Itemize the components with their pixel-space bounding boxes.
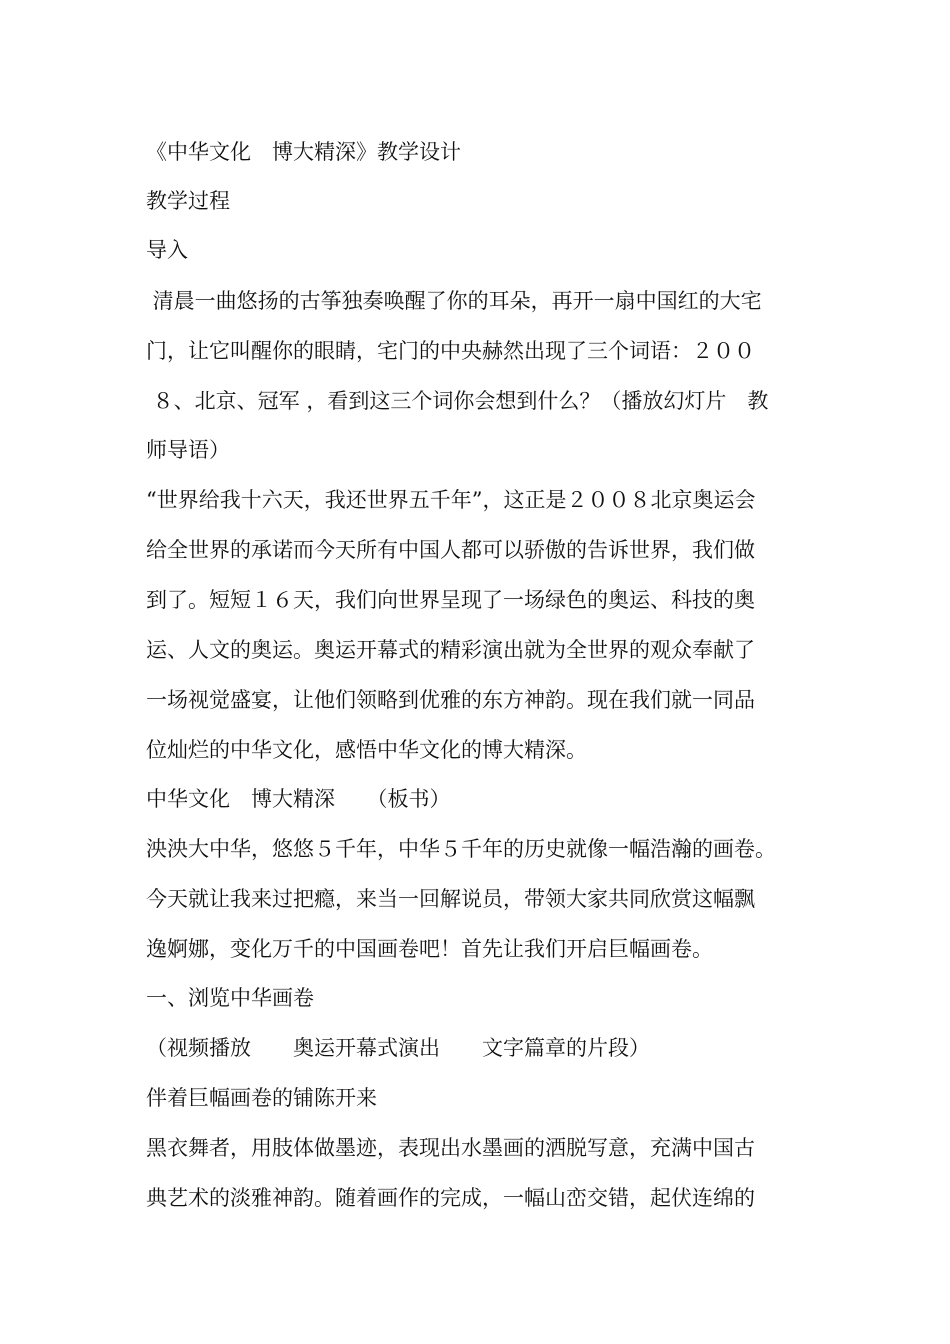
video-note: （视频播放 奥运开幕式演出 文字篇章的片段） <box>146 1036 650 1060</box>
paragraph-line: 伴着巨幅画卷的铺陈开来 <box>146 1086 377 1110</box>
paragraph-line: 师导语） <box>146 438 230 462</box>
paragraph-line: 位灿烂的中华文化，感悟中华文化的博大精深。 <box>146 738 587 762</box>
document-title: 《中华文化 博大精深》教学设计 <box>146 140 461 164</box>
paragraph-line: 黑衣舞者，用肢体做墨迹，表现出水墨画的洒脱写意，充满中国古 <box>146 1136 755 1160</box>
subsection-heading: 导入 <box>146 238 188 262</box>
paragraph-line: 今天就让我来过把瘾，来当一回解说员，带领大家共同欣赏这幅飘 <box>146 887 755 911</box>
paragraph-line: 逸婀娜，变化万千的中国画卷吧！首先让我们开启巨幅画卷。 <box>146 937 713 961</box>
paragraph-line: 门，让它叫醒你的眼睛，宅门的中央赫然出现了三个词语：２００ <box>146 339 755 363</box>
paragraph-line: ８、北京、冠军 ，看到这三个词你会想到什么？（播放幻灯片 教 <box>146 389 769 413</box>
paragraph-line: “世界给我十六天，我还世界五千年”，这正是２００８北京奥运会 <box>146 488 756 512</box>
paragraph-line: 给全世界的承诺而今天所有中国人都可以骄傲的告诉世界，我们做 <box>146 538 755 562</box>
paragraph-line: 到了。短短１６天，我们向世界呈现了一场绿色的奥运、科技的奥 <box>146 588 755 612</box>
section-heading: 教学过程 <box>146 189 230 213</box>
paragraph-line: 运、人文的奥运。奥运开幕式的精彩演出就为全世界的观众奉献了 <box>146 638 755 662</box>
paragraph-line: 清晨一曲悠扬的古筝独奏唤醒了你的耳朵，再开一扇中国红的大宅 <box>146 289 762 313</box>
board-heading: 中华文化 博大精深 （板书） <box>146 787 451 811</box>
paragraph-line: 泱泱大中华，悠悠５千年，中华５千年的历史就像一幅浩瀚的画卷。 <box>146 837 776 861</box>
paragraph-line: 典艺术的淡雅神韵。随着画作的完成，一幅山峦交错，起伏连绵的 <box>146 1186 755 1210</box>
part-one-heading: 一、浏览中华画卷 <box>146 986 314 1010</box>
paragraph-line: 一场视觉盛宴，让他们领略到优雅的东方神韵。现在我们就一同品 <box>146 688 755 712</box>
